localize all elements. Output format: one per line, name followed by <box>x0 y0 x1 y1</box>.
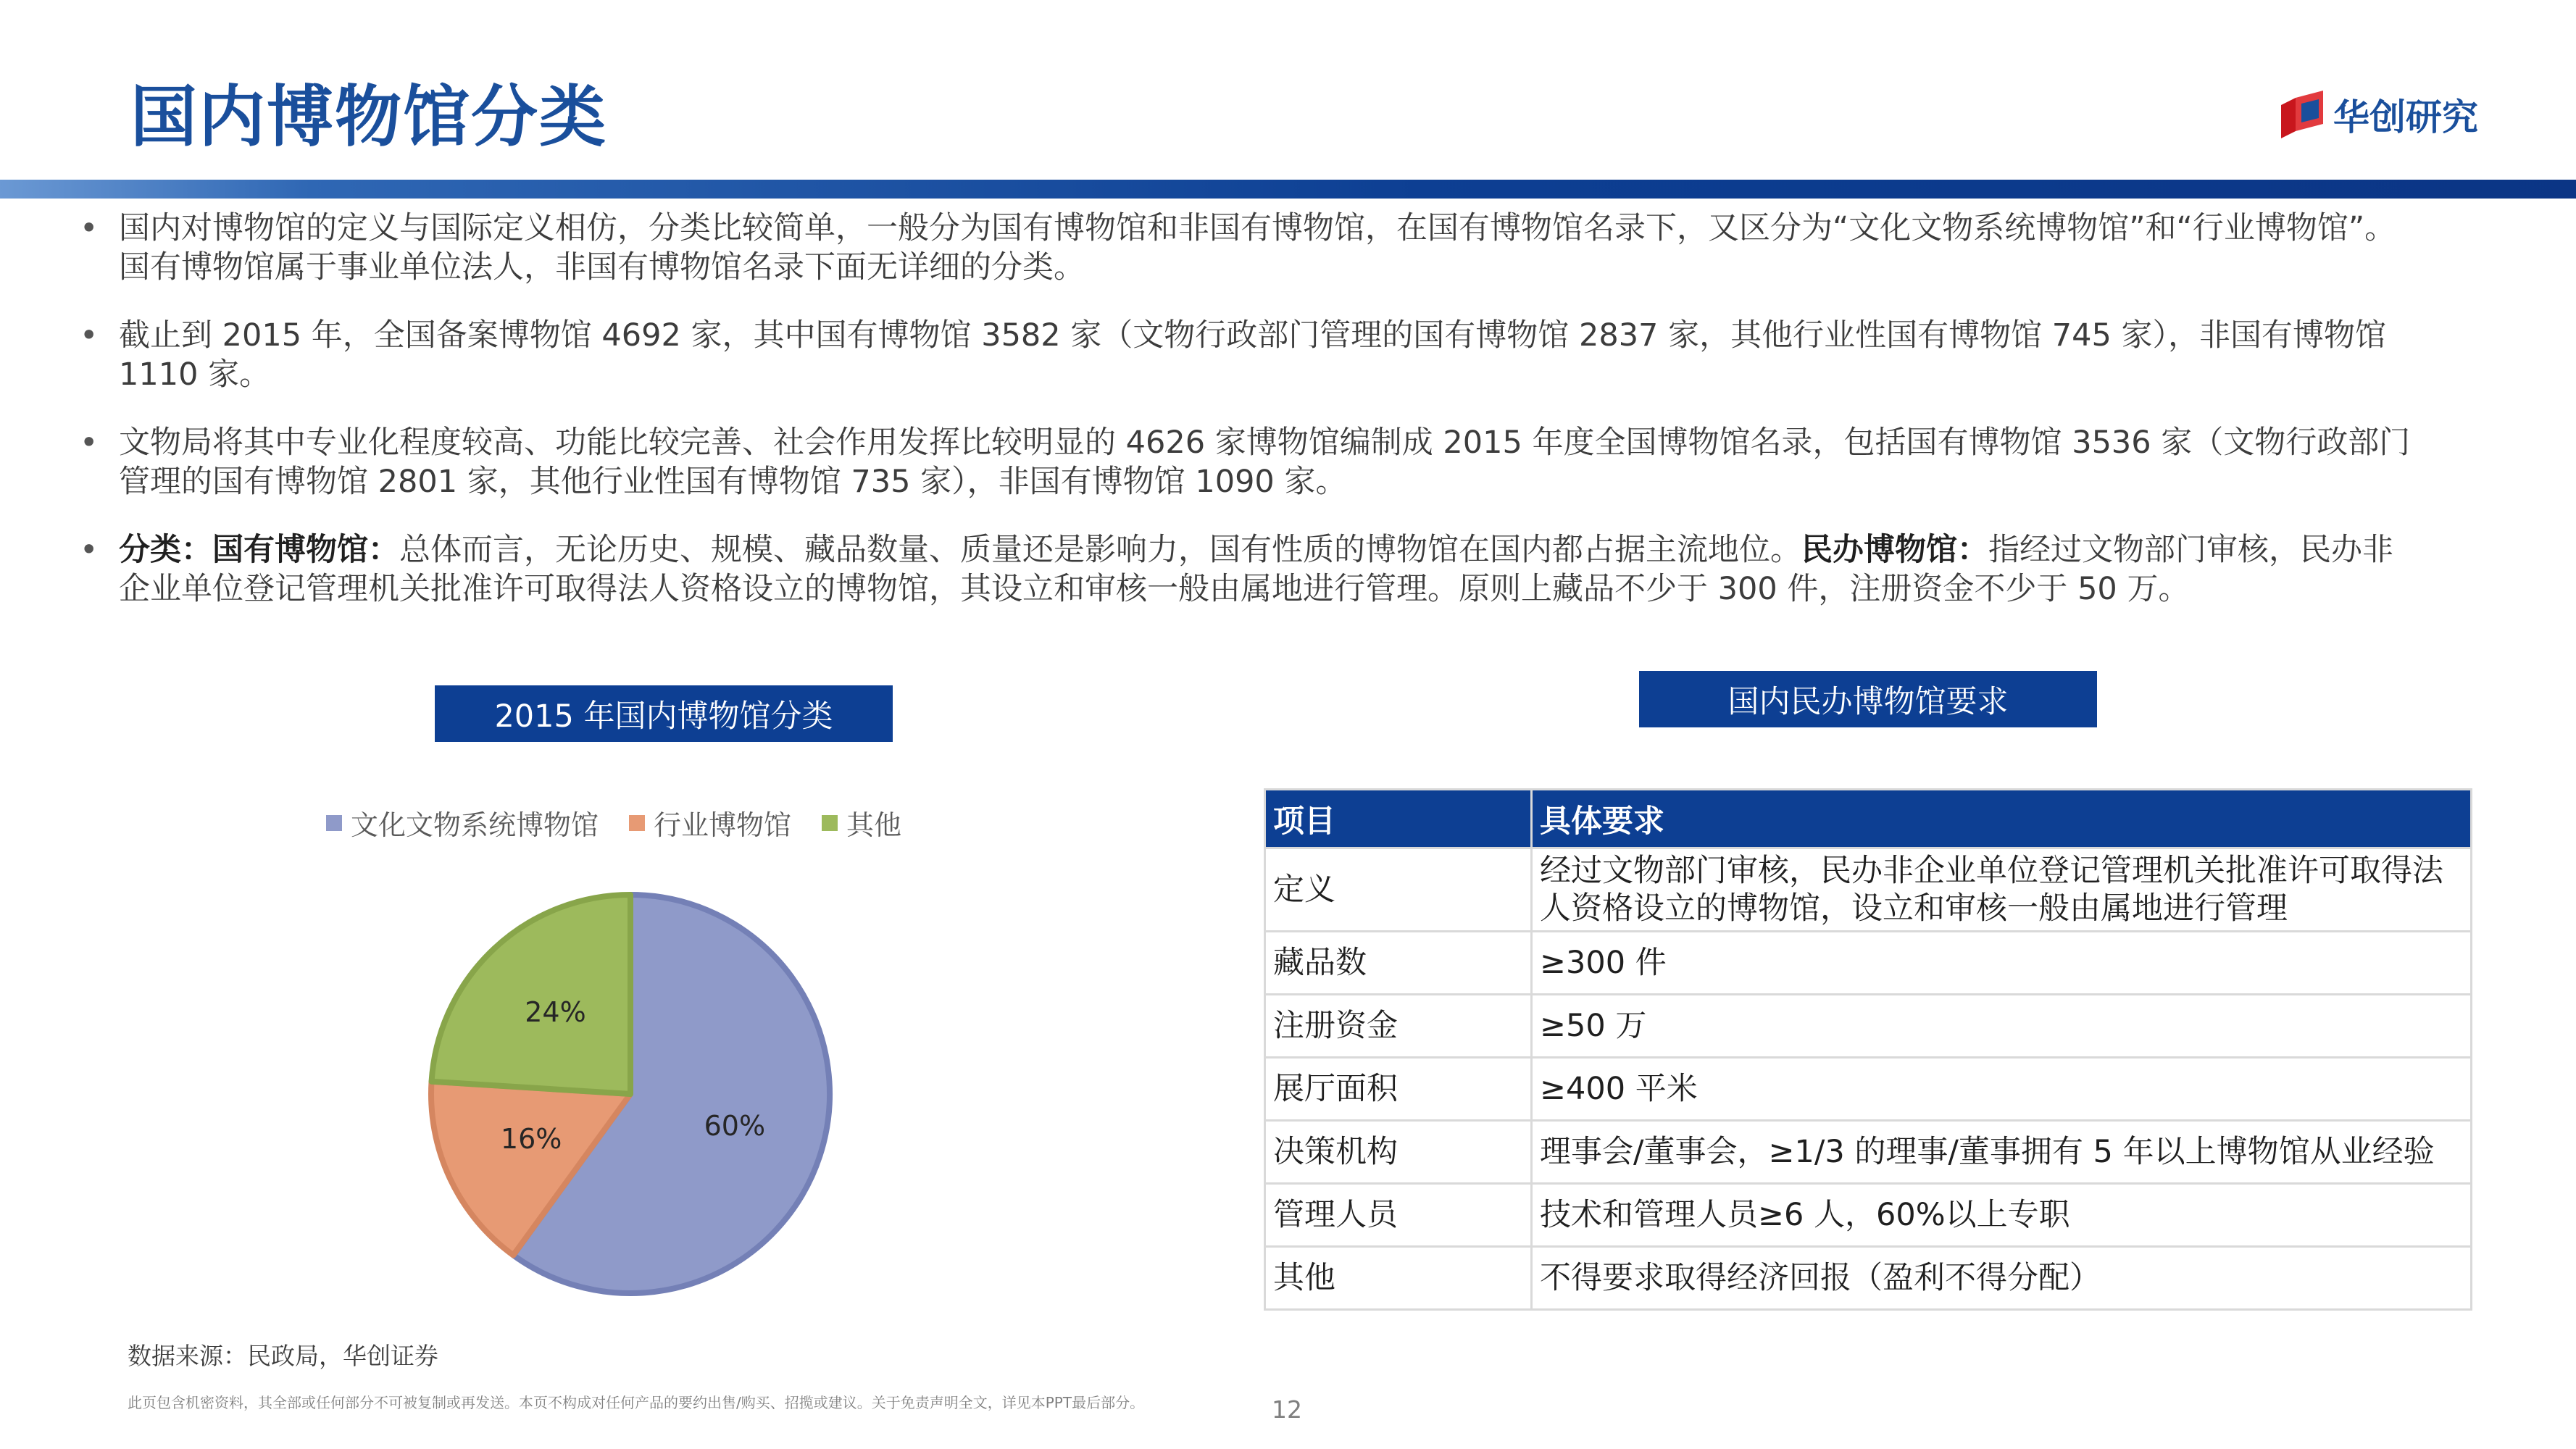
table-cell-requirement: 理事会/董事会，≥1/3 的理事/董事拥有 5 年以上博物馆从业经验 <box>1532 1121 2472 1184</box>
pie-data-label: 24% <box>525 996 586 1029</box>
legend-label: 其他 <box>846 809 902 841</box>
data-source-note: 数据来源：民政局，华创证券 <box>128 1342 438 1370</box>
chart-legend <box>326 803 901 843</box>
legend-label: 行业博物馆 <box>654 809 792 841</box>
legend-label: 文化文物系统博物馆 <box>351 809 599 841</box>
bullet-item <box>80 209 2420 287</box>
legend-item <box>326 803 599 843</box>
table-panel-title: 国内民办博物馆要求 <box>1639 671 2097 727</box>
table-cell-requirement: ≥400 平米 <box>1532 1058 2472 1121</box>
bullet-label: 民办博物馆： <box>1801 532 1988 568</box>
table-row <box>1265 1247 2472 1310</box>
legend-item <box>822 803 901 843</box>
bullet-text: 截止到 2015 年，全国备案博物馆 4692 家，其中国有博物馆 3582 家（文物行政部门管理的国有博物馆 2837 家，其他行业性国有博物馆 745 家），非国有博物馆 1110 家。 <box>119 317 2386 393</box>
table-cell-requirement: 不得要求取得经济回报（盈利不得分配） <box>1532 1247 2472 1310</box>
table-row <box>1265 1058 2472 1121</box>
bullet-item <box>80 316 2420 394</box>
table-cell-item: 注册资金 <box>1265 995 1532 1058</box>
logo-text: 华创研究 <box>2333 96 2478 138</box>
bullet-text: 总体而言，无论历史、规模、藏品数量、质量还是影响力，国有性质的博物馆在国内都占据主流地位。 <box>399 532 1801 568</box>
table-cell-item: 藏品数 <box>1265 932 1532 995</box>
legend-swatch <box>326 815 342 831</box>
table-cell-requirement: 经过文物部门审核，民办非企业单位登记管理机关批准许可取得法人资格设立的博物馆，设立和审核一般由属地进行管理 <box>1532 848 2472 932</box>
table-cell-requirement: ≥50 万 <box>1532 995 2472 1058</box>
pie-chart <box>406 869 855 1319</box>
table-row <box>1265 848 2472 932</box>
requirements-table <box>1264 788 2472 1311</box>
table-row <box>1265 932 2472 995</box>
bullet-dot-icon: • <box>80 210 99 246</box>
bullet-text: 指经过文物部门审核，民办非企业单位登记管理机关批准许可取得法人资格设立的博物馆，其设立和审核一般由属地进行管理。原则上藏品不少于 300 件，注册资金不少于 50 万。 <box>119 532 2393 607</box>
table-cell-item: 定义 <box>1265 848 1532 932</box>
table-row <box>1265 1121 2472 1184</box>
page-number: 12 <box>1272 1395 1302 1424</box>
bullet-list <box>80 209 2420 638</box>
bullet-label: 国有博物馆： <box>212 532 399 568</box>
table-header-cell: 项目 <box>1265 790 1532 848</box>
table-cell-requirement: 技术和管理人员≥6 人，60%以上专职 <box>1532 1184 2472 1247</box>
bullet-label: 分类： <box>119 532 212 568</box>
bullet-text: 国内对博物馆的定义与国际定义相仿，分类比较简单，一般分为国有博物馆和非国有博物馆，在国有博物馆名录下，又区分为“文化文物系统博物馆”和“行业博物馆”。国有博物馆属于事业单位法人，非国有博物馆名录下面无详细的分类。 <box>119 210 2396 285</box>
legend-swatch <box>822 815 838 831</box>
disclaimer-text: 此页包含机密资料，其全部或任何部分不可被复制或再发送。本页不构成对任何产品的要约出售/购买、招揽或建议。关于免责声明全文，详见本PPT最后部分。 <box>128 1394 1145 1411</box>
bullet-dot-icon: • <box>80 425 99 461</box>
page-title: 国内博物馆分类 <box>130 78 608 156</box>
pie-data-label: 16% <box>500 1122 562 1155</box>
pie-slice-other <box>432 895 630 1094</box>
brand-logo <box>2281 88 2478 141</box>
table-cell-item: 其他 <box>1265 1247 1532 1310</box>
table-header-cell: 具体要求 <box>1532 790 2472 848</box>
chart-panel-title: 2015 年国内博物馆分类 <box>435 685 893 742</box>
table-cell-item: 管理人员 <box>1265 1184 1532 1247</box>
pie-data-label: 60% <box>704 1110 766 1143</box>
bullet-item <box>80 423 2420 501</box>
bullet-dot-icon: • <box>80 317 99 354</box>
bullet-text: 文物局将其中专业化程度较高、功能比较完善、社会作用发挥比较明显的 4626 家博物馆编制成 2015 年度全国博物馆名录，包括国有博物馆 3536 家（文物行政部门管理的国有博物馆 2801 家，其他行业性国有博物馆 735 家），非国有博物馆 1090 家。 <box>119 425 2411 500</box>
bullet-dot-icon: • <box>80 532 99 568</box>
header-divider-band <box>0 180 2576 199</box>
bullet-item <box>80 530 2420 609</box>
table-cell-requirement: ≥300 件 <box>1532 932 2472 995</box>
table-row <box>1265 1184 2472 1247</box>
logo-cube-icon <box>2281 91 2323 138</box>
table-cell-item: 展厅面积 <box>1265 1058 1532 1121</box>
table-cell-item: 决策机构 <box>1265 1121 1532 1184</box>
legend-swatch <box>629 815 645 831</box>
table-row <box>1265 995 2472 1058</box>
legend-item <box>629 803 791 843</box>
table-header-row <box>1265 790 2472 848</box>
